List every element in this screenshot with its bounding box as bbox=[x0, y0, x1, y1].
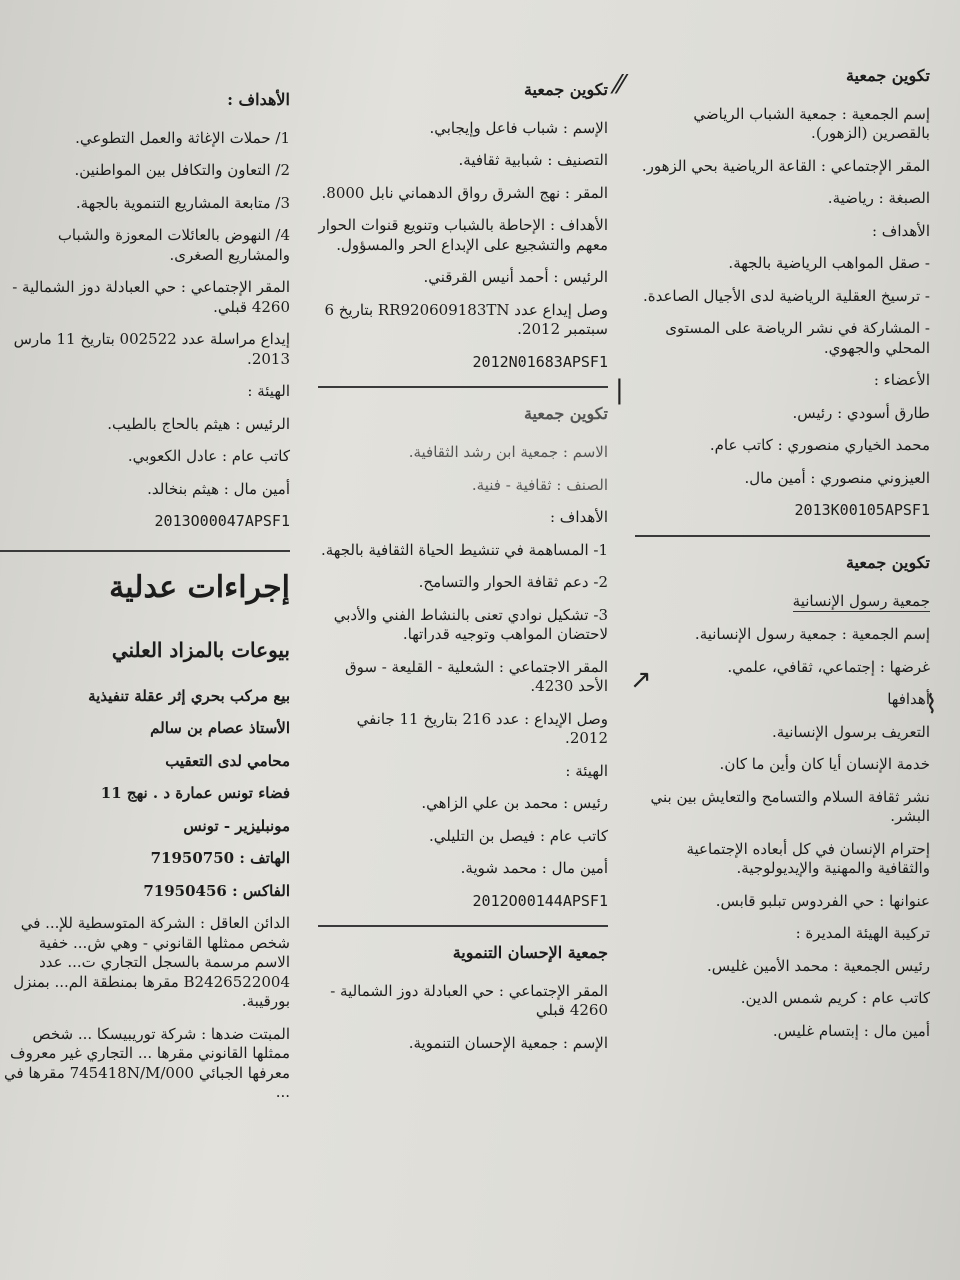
text-line: أهدافها bbox=[887, 690, 930, 709]
text-line: المقر الإجتماعي : القاعة الرياضية بحي الزهور. bbox=[641, 156, 930, 175]
registration-code: 2012N01683APSF1 bbox=[472, 352, 608, 371]
text-line: أمين مال : إبتسام غليس. bbox=[772, 1021, 930, 1040]
text-line: الأهداف : bbox=[549, 508, 608, 527]
text-line: إسم الجمعية : جمعية رسول الإنسانية. bbox=[694, 625, 930, 644]
text-line: 1/ حملات الإغاثة والعمل التطوعي. bbox=[75, 128, 290, 147]
text-line: وصل الإيداع : عدد 216 بتاريخ 11 جانفي 2012. bbox=[356, 709, 608, 748]
registration-code: 2013O00047APSF1 bbox=[154, 512, 290, 531]
fax-line: الفاكس : 71950456 bbox=[143, 881, 290, 900]
text-line: نشر ثقافة السلام والتسامح والتعايش بين بني البشر. bbox=[650, 787, 930, 826]
text-line: العيزوني منصوري : أمين مال. bbox=[744, 468, 930, 487]
divider bbox=[318, 925, 608, 927]
text-line: الاسم : جمعية ابن رشد الثقافية. bbox=[408, 443, 608, 462]
heading: تكوين جمعية bbox=[845, 66, 930, 85]
pen-mark-icon: ⌇ bbox=[925, 690, 938, 720]
phone-line: الهاتف : 71950750 bbox=[150, 849, 290, 868]
text-line: - ترسيخ العقلية الرياضية لدى الأجيال الصاعدة. bbox=[642, 286, 930, 305]
text-line: كاتب عام : فيصل بن التليلي. bbox=[429, 826, 608, 845]
divider bbox=[0, 550, 290, 552]
pen-mark-icon: ⁄⁄ bbox=[615, 70, 624, 100]
text-line: الإسم : جمعية الإحسان التنموية. bbox=[408, 1033, 608, 1052]
divider bbox=[318, 386, 608, 388]
text-line: عنوانها : حي الفردوس تبلبو قابس. bbox=[715, 891, 930, 910]
text-line: إيداع مراسلة عدد 002522 بتاريخ 11 مارس 2013. bbox=[13, 330, 290, 368]
text-line: أمين مال : محمد شوية. bbox=[460, 859, 608, 878]
text-line: غرضها : إجتماعي، ثقافي، علمي. bbox=[727, 657, 930, 676]
text-line: محمد الخياري منصوري : كاتب عام. bbox=[709, 436, 930, 455]
text-line: الإسم : شباب فاعل وإيجابي. bbox=[429, 118, 608, 137]
text-line: إسم الجمعية : جمعية الشباب الرياضي بالقصرين (الزهور). bbox=[693, 104, 930, 143]
text-line: الأهداف : bbox=[871, 221, 930, 240]
text-line: الرئيس : هيثم بالحاج بالطيب. bbox=[107, 414, 290, 433]
text-line: 3/ متابعة المشاريع التنموية بالجهة. bbox=[75, 193, 290, 212]
pen-mark-icon: ↗ bbox=[630, 665, 652, 695]
text-line: الأعضاء : bbox=[873, 371, 930, 390]
text-line: فضاء تونس عمارة د . نهج 11 bbox=[100, 784, 290, 803]
section-subtitle: بيوعات بالمزاد العلني bbox=[111, 637, 290, 662]
text-line: المقر : نهج الشرق رواق الدهماني نابل 8000. bbox=[321, 183, 608, 202]
text-line: المبتت ضدها : شركة توريبيسكا ... شخص ممثلها القانوني مقرها ... التجاري غير معروف معرفها الجبائي 745418N/M/000 مقرها في ... bbox=[3, 1024, 290, 1102]
text-line: المقر الاجتماعي : الشعلية - القليعة - سوق الأحد 4230. bbox=[345, 657, 608, 696]
text-line: التعريف برسول الإنسانية. bbox=[771, 722, 930, 741]
text-line: تركيبة الهيئة المديرة : bbox=[795, 924, 930, 943]
text-line: كاتب عام : عادل الكعوبي. bbox=[127, 447, 290, 466]
text-line: محامي لدى التعقيب bbox=[165, 751, 290, 770]
pen-mark-icon: | bbox=[615, 375, 624, 405]
association-name: جمعية رسول الإنسانية bbox=[793, 592, 930, 613]
text-line: مونبليزير - تونس bbox=[183, 816, 290, 835]
text-line: - المشاركة في نشر الرياضة على المستوى المحلي والجهوي. bbox=[665, 319, 930, 357]
text-line: رئيس : محمد بن علي الزاهي. bbox=[421, 794, 608, 813]
text-line: 1- المساهمة في تنشيط الحياة الثقافية بالجهة. bbox=[321, 540, 608, 559]
text-line: الصنف : ثقافية - فنية. bbox=[471, 475, 608, 494]
text-line: رئيس الجمعية : محمد الأمين غليس. bbox=[706, 956, 930, 975]
text-line: المقر الإجتماعي : حي العبادلة دوز الشمالية - 4260 قبلي bbox=[330, 981, 608, 1020]
right-column bbox=[635, 60, 930, 1280]
text-line: إحترام الإنسان في كل أبعاده الإجتماعية والثقافية والمهنية والإيديولوجية. bbox=[686, 839, 930, 878]
text-line: بيع مركب بحري إثر عقلة تنفيذية bbox=[88, 686, 290, 705]
text-line: وصل إيداع عدد RR920609183TN بتاريخ 6 سبتمبر 2012. bbox=[324, 300, 608, 339]
text-line: خدمة الإنسان أيا كان وأين ما كان. bbox=[719, 755, 930, 774]
heading: تكوين جمعية bbox=[523, 80, 608, 99]
text-line: الرئيس : أحمد أنيس القرقني. bbox=[423, 268, 608, 287]
registration-code: 2013K00105APSF1 bbox=[794, 501, 930, 520]
text-line: الهيئة : bbox=[247, 382, 290, 401]
middle-column bbox=[318, 60, 608, 1280]
text-line: - صقل المواهب الرياضية بالجهة. bbox=[728, 254, 930, 273]
text-line: الصبغة : رياضية. bbox=[827, 189, 930, 208]
text-line: الأهداف : الإحاطة بالشباب وتنويع قنوات الحوار معهم والتشجيع على الإبداع الحر والمسؤول. bbox=[318, 216, 608, 254]
text-line: الدائن العاقل : الشركة المتوسطية للإ... في شخص ممثلها القانوني - وهي ش... خفية الاسم مرسمة بالسجل التجاري ت... عدد B2426522004 مقرها بمنطقة الم... بمنزل بورقيبة. bbox=[13, 914, 290, 1011]
text-line: الأستاذ عصام بن سالم bbox=[150, 719, 290, 738]
text-line: كاتب عام : كريم شمس الدين. bbox=[740, 989, 930, 1008]
heading: تكوين جمعية bbox=[523, 404, 608, 424]
text-line: 2- دعم ثقافة الحوار والتسامح. bbox=[418, 573, 608, 592]
left-column bbox=[0, 60, 290, 1280]
text-line: 4/ النهوض بالعائلات المعوزة والشباب والمشاريع الصغرى. bbox=[57, 226, 290, 264]
heading: الأهداف : bbox=[227, 90, 290, 109]
registration-code: 2012O00144APSF1 bbox=[472, 891, 608, 910]
text-line: 2/ التعاون والتكافل بين المواطنين. bbox=[74, 161, 290, 180]
text-line: المقر الإجتماعي : حي العبادلة دوز الشمالية - 4260 قبلي. bbox=[12, 278, 290, 316]
divider bbox=[635, 535, 930, 537]
text-line: التصنيف : شبابية ثقافية. bbox=[458, 151, 608, 170]
text-line: طارق أسودي : رئيس. bbox=[792, 403, 930, 422]
text-line: أمين مال : هيثم بنخالد. bbox=[147, 479, 290, 498]
heading: جمعية الإحسان التنموية bbox=[452, 943, 608, 963]
text-line: 3- تشكيل نوادي تعنى بالنشاط الفني والأدبي لاحتضان المواهب وتوجيه قدراتها. bbox=[333, 605, 608, 644]
heading: تكوين جمعية bbox=[845, 552, 930, 572]
section-title: إجراءات عدلية bbox=[109, 569, 290, 605]
text-line: الهيئة : bbox=[565, 761, 608, 780]
